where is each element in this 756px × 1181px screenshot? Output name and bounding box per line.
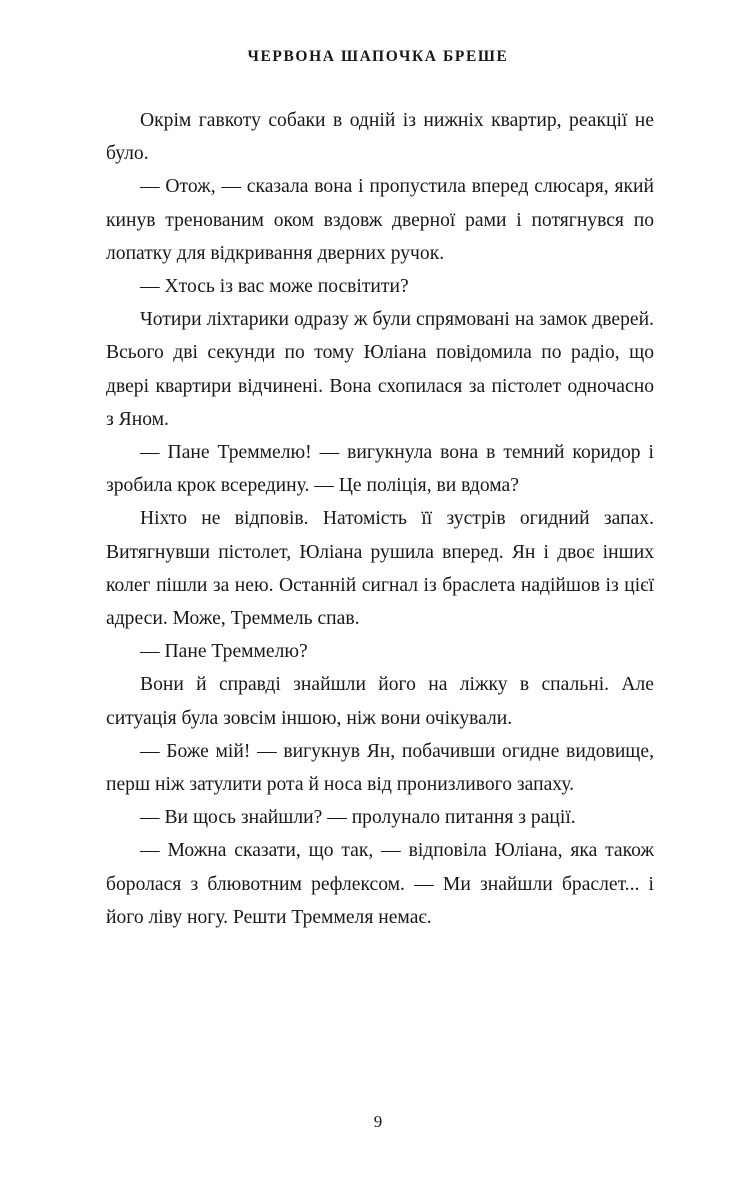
page-number: 9 (373, 1112, 383, 1131)
paragraph: — Пане Треммелю? (140, 641, 308, 663)
paragraph: — Ви щось знайшли? — пролунало питання з рації. (140, 807, 576, 829)
paragraph: — Отож, — сказала вона і пропустила вперед слюсаря, який кинув тренованим оком вздовж дверної рами і потягнувся по лопатку для відкривання дверних ручок. (106, 176, 654, 264)
paragraph: — Можна сказати, що так, — відповіла Юліана, яка також боролася з блювотним рефлексом. — Ми знайшли браслет... і його ліву ногу. Решти Треммеля немає. (106, 840, 654, 928)
paragraph: Вони й справді знайшли його на ліжку в спальні. Але ситуація була зовсім іншою, ніж вони очікували. (106, 674, 654, 729)
page-body-text (106, 104, 654, 934)
paragraph: Окрім гавкоту собаки в одній із нижніх квартир, реакції не було. (106, 110, 654, 165)
paragraph: — Хтось із вас може посвітити? (140, 276, 409, 298)
paragraph: Чотири ліхтарики одразу ж були спрямовані на замок дверей. Всього дві секунди по тому Юліана повідомила по радіо, що двері квартири відчинені. Вона схопилася за пістолет одночасно з Яном. (106, 309, 654, 430)
paragraph: — Пане Треммелю! — вигукнула вона в темний коридор і зробила крок всередину. — Це поліція, ви вдома? (106, 442, 654, 497)
paragraph: Ніхто не відповів. Натомість її зустрів огидний запах. Витягнувши пістолет, Юліана рушила вперед. Ян і двоє інших колег пішли за нею. Останній сигнал із браслета надійшов із цієї адреси. Може, Треммель спав. (106, 508, 654, 630)
paragraph: — Боже мій! — вигукнув Ян, побачивши огидне видовище, перш ніж затулити рота й носа від пронизливого запаху. (106, 740, 654, 796)
running-head: ЧЕРВОНА ШАПОЧКА БРЕШЕ (247, 48, 509, 65)
